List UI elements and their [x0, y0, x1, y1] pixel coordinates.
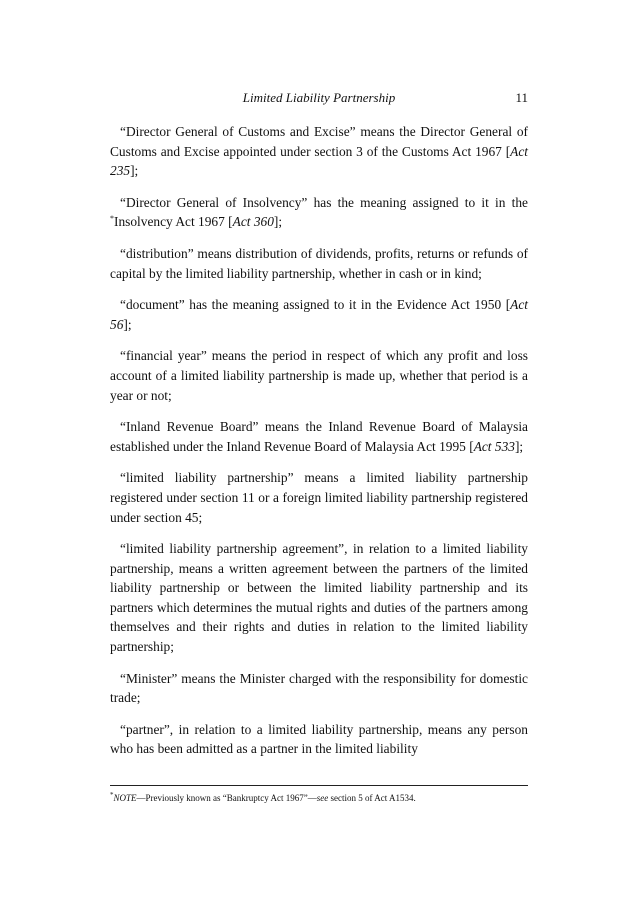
- definition-text: ];: [123, 316, 132, 332]
- definition-director-general-insolvency: [110, 193, 528, 232]
- definition-document: [110, 295, 528, 334]
- definition-partner: “partner”, in relation to a limited liability partnership, means any person who has been admitted as a partner in the limited liability: [110, 721, 528, 757]
- footnote-text: section 5 of Act A1534.: [328, 793, 416, 803]
- definitions-body: [110, 122, 528, 771]
- running-header: [110, 90, 528, 108]
- definition-financial-year: “financial year” means the period in respect of which any profit and loss account of a limited liability partnership is made up, whether that period is a year or not;: [110, 348, 528, 403]
- definition-minister: “Minister” means the Minister charged with the responsibility for domestic trade;: [110, 670, 528, 706]
- act-reference: Act 235: [110, 143, 528, 179]
- definition-llp-agreement: “limited liability partnership agreement”, in relation to a limited liability partnership, means a written agreement between the partners of the limited liability partnership or between the limited liability partnership and its partners which determines the mutual rights and duties of the partners among themselves and their rights and duties in relation to the limited liability partnership;: [110, 541, 528, 655]
- act-reference: Act 533: [473, 438, 515, 454]
- definition-text: ];: [514, 438, 524, 454]
- definition-text: “Director General of Customs and Excise” means the Director General of Customs and Excise appointed under section 3 of the Customs Act 1967 [: [110, 124, 528, 159]
- definition-text: ];: [273, 214, 283, 230]
- definition-limited-liability-partnership: “limited liability partnership” means a limited liability partnership registered under section 11 or a foreign limited liability partnership registered under section 45;: [110, 470, 528, 525]
- definition-text: “Inland Revenue Board” means the Inland Revenue Board of Malaysia established under the Inland Revenue Board of Malaysia Act 1995 [: [110, 419, 528, 454]
- definition-director-general-customs: [110, 122, 528, 181]
- act-reference: Act 56: [110, 297, 528, 332]
- page-number: 11: [515, 90, 528, 105]
- footnote-see: see: [316, 793, 329, 803]
- definition-text: ];: [130, 163, 139, 179]
- footnote: [110, 792, 528, 804]
- definition-distribution: “distribution” means distribution of dividends, profits, returns or refunds of capital by the limited liability partnership, whether in cash or in kind;: [110, 245, 528, 281]
- footnote-note-label: NOTE: [113, 793, 137, 803]
- definition-text: Insolvency Act 1967 [: [114, 214, 233, 230]
- footnote-text: —Previously known as “Bankruptcy Act 1967”—: [136, 793, 317, 803]
- definition-text: “document” has the meaning assigned to it in the Evidence Act 1950 [: [120, 297, 511, 313]
- footnote-marker: *: [110, 791, 114, 799]
- definition-inland-revenue-board: [110, 417, 528, 456]
- header-title: Limited Liability Partnership: [242, 90, 396, 105]
- act-reference: Act 360: [232, 214, 274, 230]
- footnote-divider: [110, 785, 528, 786]
- definition-text: “Director General of Insolvency” has the meaning assigned to it in the: [120, 194, 528, 210]
- footnote-marker: *: [110, 214, 114, 224]
